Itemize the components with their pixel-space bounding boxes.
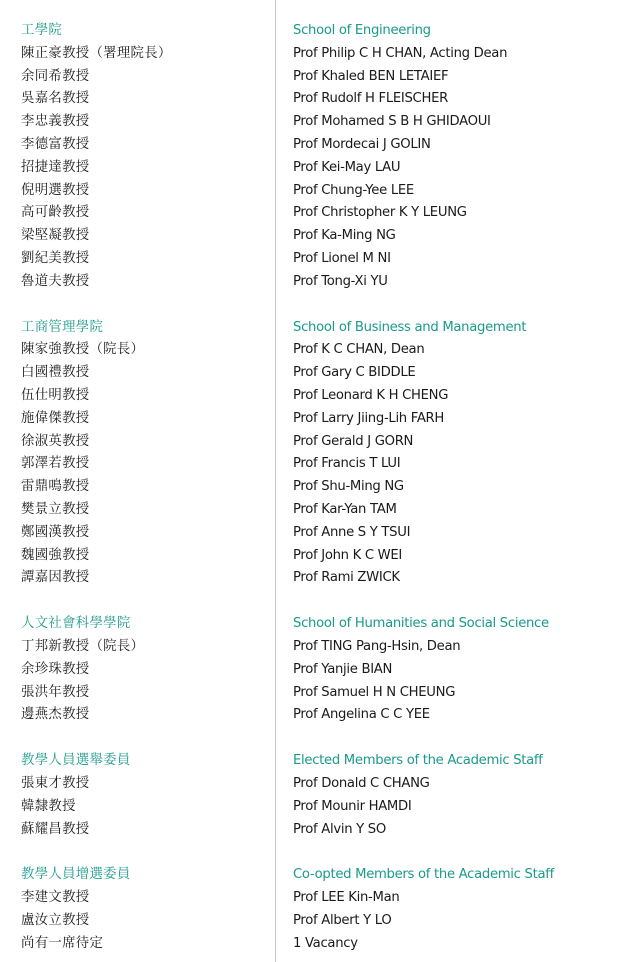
member-name-zh: 倪明選教授: [21, 182, 90, 198]
section-heading-en: Co-opted Members of the Academic Staff: [293, 867, 554, 883]
section-heading-zh: 工學院: [21, 23, 63, 38]
member-name-zh: 雷鼎鳴教授: [21, 479, 90, 495]
member-name-en: Prof LEE Kin-Man: [293, 890, 400, 906]
member-name-zh: 譚嘉因教授: [21, 570, 90, 586]
member-name-zh: 陳正豪教授（署理院長）: [21, 45, 172, 61]
member-name-zh: 白國禮教授: [21, 365, 90, 381]
member-name-zh: 魏國強教授: [21, 547, 90, 563]
section-en: [293, 317, 623, 591]
section-heading-zh: 教學人員增選委員: [21, 867, 131, 883]
member-name-en: Prof Angelina C C YEE: [293, 707, 430, 723]
section-en: [293, 864, 623, 955]
section-heading-en: School of Engineering: [293, 23, 431, 38]
member-name-en: Prof Kei-May LAU: [293, 159, 401, 175]
member-name-zh: 盧汝立教授: [21, 912, 90, 928]
member-name-en: Prof Ka-Ming NG: [293, 228, 396, 244]
section-heading-en: School of Humanities and Social Science: [293, 616, 549, 632]
column-divider: [275, 0, 276, 962]
english-column: [293, 20, 623, 955]
member-name-en: Prof K C CHAN, Dean: [293, 342, 425, 358]
member-name-en: Prof Khaled BEN LETAIEF: [293, 68, 449, 84]
section-zh: [21, 613, 261, 727]
member-name-en: Prof Donald C CHANG: [293, 775, 430, 791]
member-name-zh: 張東才教授: [21, 775, 90, 791]
member-name-zh: 丁邦新教授（院長）: [21, 638, 145, 654]
member-name-zh: 施偉傑教授: [21, 410, 90, 426]
member-name-en: 1 Vacancy: [293, 935, 358, 951]
member-name-en: Prof Yanjie BIAN: [293, 661, 393, 677]
member-name-zh: 徐淑英教授: [21, 433, 90, 449]
member-name-zh: 郭澤若教授: [21, 456, 90, 472]
member-name-en: Prof Tong-Xi YU: [293, 273, 388, 289]
section-en: [293, 20, 623, 294]
section-en: [293, 750, 623, 841]
member-name-zh: 尚有一席待定: [21, 935, 104, 951]
member-name-en: Prof Philip C H CHAN, Acting Dean: [293, 45, 508, 61]
chinese-column: [21, 20, 261, 955]
member-name-en: Prof Larry Jiing-Lih FARH: [293, 410, 445, 426]
section-zh: [21, 317, 261, 591]
member-name-en: Prof TING Pang-Hsin, Dean: [293, 638, 461, 654]
section-zh: [21, 864, 261, 955]
member-name-zh: 李建文教授: [21, 890, 90, 906]
member-name-zh: 樊景立教授: [21, 501, 90, 517]
member-name-zh: 韓隸教授: [21, 798, 76, 814]
member-name-zh: 李德富教授: [21, 136, 90, 152]
member-name-en: Prof Christopher K Y LEUNG: [293, 205, 467, 221]
member-name-en: Prof Francis T LUI: [293, 456, 401, 472]
member-name-zh: 張洪年教授: [21, 684, 90, 700]
member-name-en: Prof Gerald J GORN: [293, 433, 414, 449]
member-name-en: Prof Rami ZWICK: [293, 570, 400, 586]
member-name-zh: 蘇耀昌教授: [21, 821, 90, 837]
member-name-en: Prof Samuel H N CHEUNG: [293, 684, 456, 700]
section-zh: [21, 20, 261, 294]
member-name-en: Prof Rudolf H FLEISCHER: [293, 91, 448, 107]
section-heading-en: School of Business and Management: [293, 319, 527, 335]
member-name-zh: 余同希教授: [21, 68, 90, 84]
member-name-zh: 招捷達教授: [21, 159, 90, 175]
member-name-zh: 吳嘉名教授: [21, 91, 90, 107]
member-name-zh: 陳家強教授（院長）: [21, 342, 145, 358]
member-name-en: Prof Anne S Y TSUI: [293, 524, 411, 540]
section-heading-zh: 教學人員選舉委員: [21, 753, 131, 769]
member-name-en: Prof Mohamed S B H GHIDAOUI: [293, 114, 491, 130]
member-name-zh: 高可齡教授: [21, 205, 90, 221]
member-name-zh: 伍仕明教授: [21, 387, 90, 403]
member-name-en: Prof Mounir HAMDI: [293, 798, 412, 814]
member-name-en: Prof Mordecai J GOLIN: [293, 136, 431, 152]
member-name-en: Prof Chung-Yee LEE: [293, 182, 414, 198]
member-name-zh: 魯道夫教授: [21, 273, 90, 289]
member-name-zh: 邊燕杰教授: [21, 707, 90, 723]
member-name-en: Prof Kar-Yan TAM: [293, 501, 397, 517]
member-name-zh: 余珍珠教授: [21, 661, 90, 677]
member-name-en: Prof Leonard K H CHENG: [293, 387, 449, 403]
member-name-en: Prof John K C WEI: [293, 547, 403, 563]
section-heading-zh: 工商管理學院: [21, 319, 104, 335]
section-zh: [21, 750, 261, 841]
member-name-zh: 李忠義教授: [21, 114, 90, 130]
member-name-en: Prof Alvin Y SO: [293, 821, 386, 837]
member-name-zh: 梁堅凝教授: [21, 228, 90, 244]
member-name-zh: 劉紀美教授: [21, 250, 90, 266]
member-name-en: Prof Gary C BIDDLE: [293, 365, 416, 381]
section-heading-en: Elected Members of the Academic Staff: [293, 753, 543, 769]
member-name-zh: 鄭國漢教授: [21, 524, 90, 540]
member-name-en: Prof Lionel M NI: [293, 250, 391, 266]
section-heading-zh: 人文社會科學學院: [21, 616, 131, 632]
section-en: [293, 613, 623, 727]
member-name-en: Prof Shu-Ming NG: [293, 479, 404, 495]
member-name-en: Prof Albert Y LO: [293, 912, 392, 928]
